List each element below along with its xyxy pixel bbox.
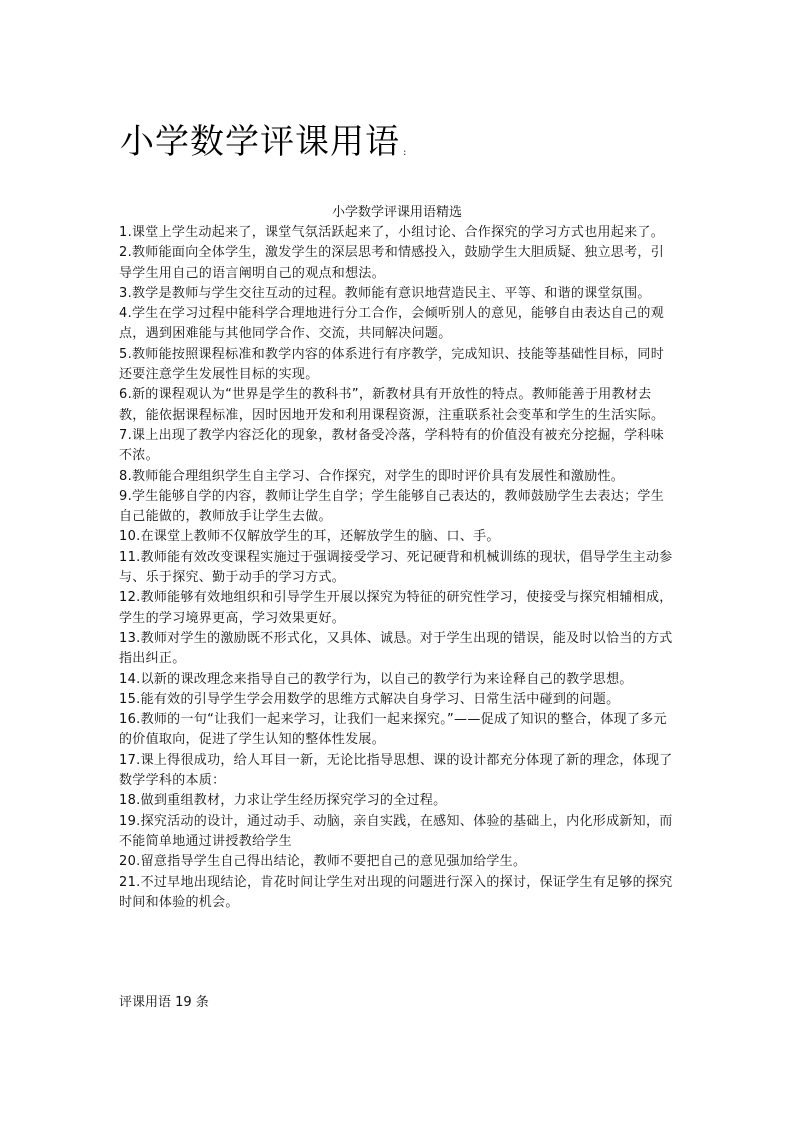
- list-item: 8.教师能合理组织学生自主学习、合作探究，对学生的即时评价具有发展性和激励性。: [119, 468, 625, 484]
- section-subtitle: 小学数学评课用语精选: [331, 205, 462, 220]
- title-block: [120, 120, 406, 164]
- list-item: 12.教师能够有效地组织和引导学生开展以探究为特征的研究性学习，使接受与探究相辅相成，学生的学习境界更高，学习效果更好。: [119, 590, 673, 626]
- list-item: 1.课堂上学生动起来了，课堂气氛活跃起来了，小组讨论、合作探究的学习方式也用起来了。: [119, 225, 665, 240]
- footer-heading: 评课用语 19 条: [119, 995, 209, 1010]
- list-item: 17.课上得很成功，给人耳目一新，无论比指导思想、课的设计都充分体现了新的理念，体现了数学学科的本质：: [119, 752, 673, 789]
- list-item: 6.新的课程观认为“世界是学生的教科书”，新教材具有开放性的特点。教师能善于用教材去教，能依据课程标准，因时因地开发和利用课程资源，注重联系社会变革和学生的生活实际。: [119, 387, 665, 423]
- page-title: 小学数学评课用语: [120, 122, 400, 162]
- comment-list: [119, 223, 677, 913]
- list-item: 18.做到重组教材，力求让学生经历探究学习的全过程。: [119, 793, 447, 809]
- list-item: 11.教师能有效改变课程实施过于强调接受学习、死记硬背和机械训练的现状，倡导学生主动参与、乐于探究、勤于动手的学习方式。: [119, 549, 673, 586]
- list-item: 14.以新的课改理念来指导自己的教学行为，以自己的教学行为来诠释自己的教学思想。: [119, 671, 633, 687]
- list-item: 13.教师对学生的激励既不形式化，又具体、诚恳。对于学生出现的错误，能及时以恰当的方式指出纠正。: [119, 630, 673, 667]
- list-item: 4.学生在学习过程中能科学合理地进行分工合作，会倾听别人的意见，能够自由表达自己的观点，遇到困难能与其他同学合作、交流，共同解决问题。: [119, 306, 665, 342]
- list-item: 5.教师能按照课程标准和教学内容的体系进行有序教学，完成知识、技能等基础性目标，同时还要注意学生发展性目标的实现。: [119, 346, 665, 383]
- list-item: 15.能有效的引导学生学会用数学的思维方式解决自身学习、日常生活中碰到的问题。: [119, 691, 620, 707]
- list-item: 21.不过早地出现结论，肯花时间让学生对出现的问题进行深入的探讨，保证学生有足够的探究时间和体验的机会。: [119, 874, 673, 910]
- list-item: 19.探究活动的设计，通过动手、动脑，亲自实践，在感知、体验的基础上，内化形成新知，而不能简单地通过讲授教给学生: [119, 813, 673, 849]
- list-item: 3.教学是教师与学生交往互动的过程。教师能有意识地营造民主、平等、和谐的课堂氛围。: [119, 285, 651, 301]
- title-suffix: :: [403, 147, 407, 158]
- list-item: 9.学生能够自学的内容，教师让学生自学；学生能够自己表达的，教师鼓励学生去表达；学生自己能做的，教师放手让学生去做。: [119, 488, 665, 525]
- list-item: 7.课上出现了教学内容泛化的现象，教材备受冷落，学科特有的价值没有被充分挖掘，学科味不浓。: [119, 427, 665, 464]
- list-item: 10.在课堂上教师不仅解放学生的耳，还解放学生的脑、口、手。: [119, 529, 500, 545]
- list-item: 16.教师的一句“让我们一起来学习，让我们一起来探究。”——促成了知识的整合，体现了多元的价值取向，促进了学生认知的整体性发展。: [119, 712, 667, 748]
- list-item: 2.教师能面向全体学生，激发学生的深层思考和情感投入，鼓励学生大胆质疑、独立思考，引导学生用自己的语言阐明自己的观点和想法。: [119, 245, 665, 281]
- list-item: 20.留意指导学生自己得出结论，教师不要把自己的意见强加给学生。: [119, 854, 527, 870]
